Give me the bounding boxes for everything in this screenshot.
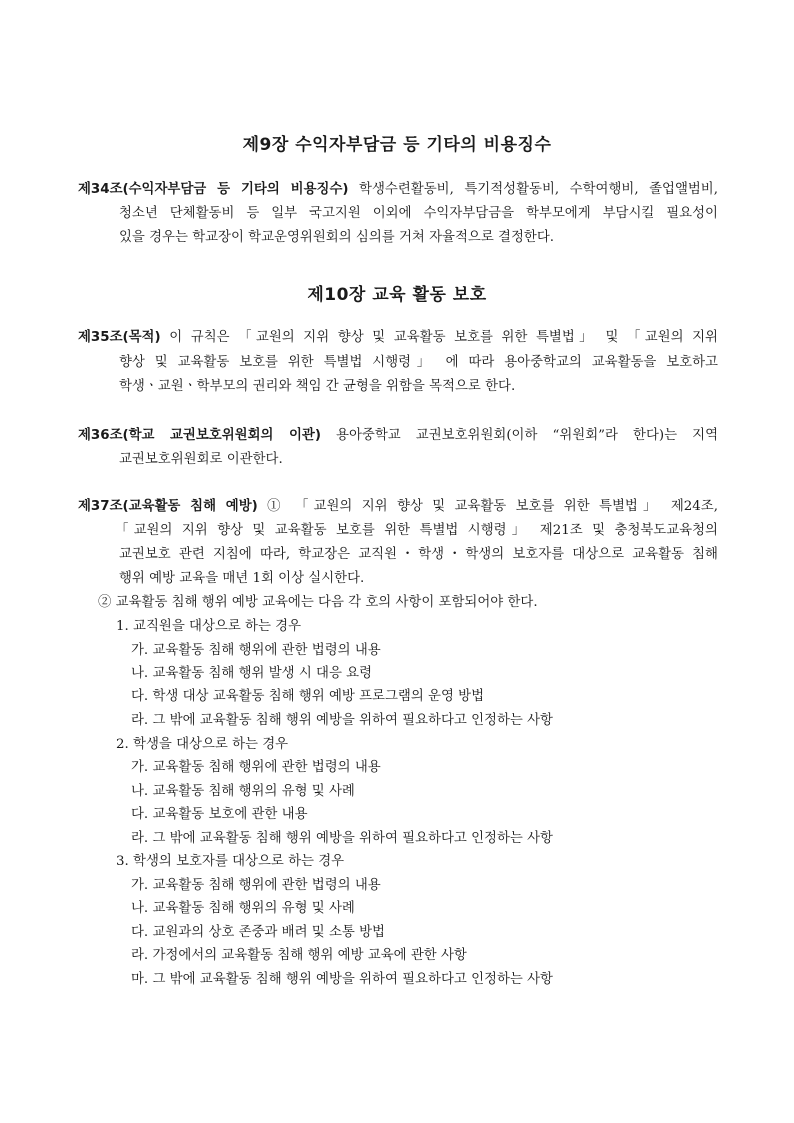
article-36-heading: 제36조(학교 교권보호위원회의 이관) bbox=[78, 428, 321, 443]
article-37-text-2: 「교원의 지위 향상 및 교육활동 보호를 위한 특별법 시행령」 제21조 및 충청북도교육청의 bbox=[115, 523, 718, 538]
item-1-sub-3: 다. 학생 대상 교육활동 침해 행위 예방 프로그램의 운영 방법 bbox=[131, 689, 485, 704]
article-34-line-1 bbox=[78, 183, 718, 196]
article-35-text-2: 향상 및 교육활동 보호를 위한 특별법 시행령」 에 따라 용아중학교의 교육활동을 보호하고 bbox=[119, 355, 718, 370]
chapter-9-title: 제9장 수익자부담금 등 기타의 비용징수 bbox=[242, 135, 552, 155]
item-1-sub-4: 라. 그 밖에 교육활동 침해 행위 예방을 위하여 필요하다고 인정하는 사항 bbox=[131, 713, 553, 728]
article-34-heading: 제34조(수익자부담금 등 기타의 비용징수) bbox=[78, 182, 349, 197]
item-2-sub-2: 나. 교육활동 침해 행위의 유형 및 사례 bbox=[131, 784, 355, 799]
article-35-line-1 bbox=[78, 331, 718, 344]
article-35-text-1: 이 규칙은 「교원의 지위 향상 및 교육활동 보호를 위한 특별법」 및 「교원의 지위 bbox=[160, 330, 718, 345]
article-37-para-2: ② 교육활동 침해 행위 예방 교육에는 다음 각 호의 사항이 포함되어야 한다. bbox=[98, 595, 538, 610]
item-1-sub-1: 가. 교육활동 침해 행위에 관한 법령의 내용 bbox=[131, 643, 381, 658]
item-3-label: 3. 학생의 보호자를 대상으로 하는 경우 bbox=[116, 854, 345, 869]
chapter-10-title: 제10장 교육 활동 보호 bbox=[307, 285, 487, 305]
item-2-sub-1: 가. 교육활동 침해 행위에 관한 법령의 내용 bbox=[131, 760, 381, 775]
article-34-text-2: 청소년 단체활동비 등 일부 국고지원 이외에 수익자부담금을 학부모에게 부담시킬 필요성이 bbox=[119, 206, 718, 221]
item-3-sub-5: 마. 그 밖에 교육활동 침해 행위 예방을 위하여 필요하다고 인정하는 사항 bbox=[131, 972, 553, 987]
article-37-text-1: ① 「교원의 지위 향상 및 교육활동 보호를 위한 특별법」 제24조, bbox=[257, 499, 718, 514]
article-35-heading: 제35조(목적) bbox=[78, 330, 161, 345]
article-37-text-4: 행위 예방 교육을 매년 1회 이상 실시한다. bbox=[119, 571, 365, 586]
article-36-text-2: 교권보호위원회로 이관한다. bbox=[119, 452, 283, 467]
item-3-sub-3: 다. 교원과의 상호 존중과 배려 및 소통 방법 bbox=[131, 925, 385, 940]
article-36-line-1 bbox=[78, 429, 718, 442]
article-35-text-3: 학생ㆍ교원ㆍ학부모의 권리와 책임 간 균형을 위함을 목적으로 한다. bbox=[119, 379, 516, 394]
article-37-heading: 제37조(교육활동 침해 예방) bbox=[78, 499, 258, 514]
article-37-text-3: 교권보호 관련 지침에 따라, 학교장은 교직원・학생・학생의 보호자를 대상으로 교육활동 침해 bbox=[119, 547, 718, 562]
item-3-sub-1: 가. 교육활동 침해 행위에 관한 법령의 내용 bbox=[131, 878, 381, 893]
item-3-sub-2: 나. 교육활동 침해 행위의 유형 및 사례 bbox=[131, 901, 355, 916]
item-3-sub-4: 라. 가정에서의 교육활동 침해 행위 예방 교육에 관한 사항 bbox=[131, 948, 467, 963]
article-34-text-1: 학생수련활동비, 특기적성활동비, 수학여행비, 졸업앨범비, bbox=[348, 182, 719, 197]
article-34-text-3: 있을 경우는 학교장이 학교운영위원회의 심의를 거쳐 자율적으로 결정한다. bbox=[119, 230, 555, 245]
item-1-label: 1. 교직원을 대상으로 하는 경우 bbox=[116, 619, 302, 634]
article-36-text-1: 용아중학교 교권보호위원회(이하 “위원회”라 한다)는 지역 bbox=[320, 428, 719, 443]
item-1-sub-2: 나. 교육활동 침해 행위 발생 시 대응 요령 bbox=[131, 666, 373, 681]
item-2-sub-3: 다. 교육활동 보호에 관한 내용 bbox=[131, 807, 308, 822]
item-2-sub-4: 라. 그 밖에 교육활동 침해 행위 예방을 위하여 필요하다고 인정하는 사항 bbox=[131, 831, 553, 846]
article-37-line-1 bbox=[78, 500, 718, 513]
item-2-label: 2. 학생을 대상으로 하는 경우 bbox=[116, 737, 289, 752]
